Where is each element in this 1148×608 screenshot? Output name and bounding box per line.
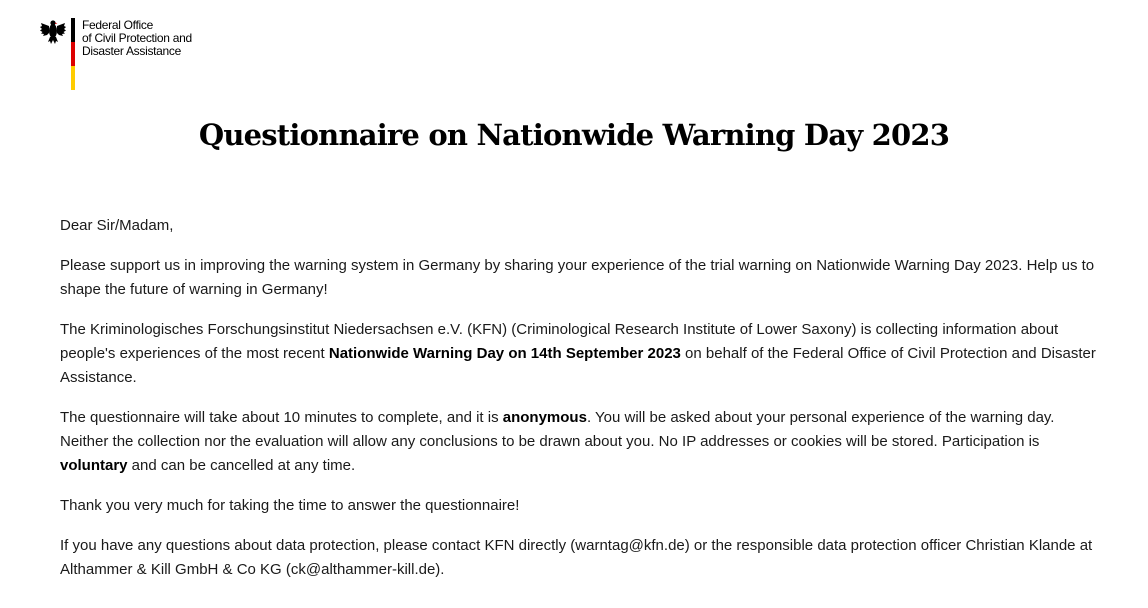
warning-day-date: Nationwide Warning Day on 14th September 2023 — [328, 345, 681, 362]
page-title: Questionnaire on Nationwide Warning Day 2023 — [198, 118, 950, 152]
flag-stripe-black — [71, 18, 75, 42]
anonymity-text-after: and can be cancelled at any time. — [127, 457, 356, 474]
flag-stripe-red — [71, 42, 75, 66]
bbk-logo — [40, 18, 192, 90]
intro-content — [60, 214, 1104, 598]
kfn-text-after: on behalf of the Federal Office of Civil Protection and Disaster Assistance. — [60, 345, 1096, 386]
logo-line-2: of Civil Protection and — [82, 31, 192, 45]
logo-text — [82, 18, 192, 58]
logo-line-3: Disaster Assistance — [82, 44, 182, 58]
voluntary-emphasis: voluntary — [60, 457, 128, 474]
logo-line-1: Federal Office — [82, 18, 153, 32]
intro-paragraph-support: Please support us in improving the warning system in Germany by sharing your experience of the trial warning on Nationwide Warning Day 2023. Help us to shape the future of warning in Germany! — [60, 257, 1095, 298]
federal-eagle-icon — [40, 18, 66, 46]
intro-paragraph-data-protection: If you have any questions about data protection, please contact KFN directly (warntag@kfn.de) or the responsible data protection officer Christian Klande at Althammer & Kill GmbH & Co KG (ck@althammer-kill.de). — [60, 537, 1093, 578]
greeting: Dear Sir/Madam, — [60, 217, 174, 234]
anonymity-text-before: The questionnaire will take about 10 minutes to complete, and it is — [60, 409, 503, 426]
flag-stripe-gold — [71, 66, 75, 90]
intro-paragraph-thanks: Thank you very much for taking the time to answer the questionnaire! — [60, 497, 520, 514]
anonymous-emphasis: anonymous — [502, 409, 587, 426]
intro-paragraph-kfn — [60, 318, 1104, 390]
intro-paragraph-anonymity — [60, 406, 1104, 478]
german-flag-bar — [71, 18, 75, 90]
kfn-text-before: The Kriminologisches Forschungsinstitut Niedersachsen e.V. (KFN) (Criminological Research Institute of Lower Saxony) is collecting information about people's experiences of the most recent — [60, 321, 1059, 362]
anonymity-text-middle: . You will be asked about your personal experience of the warning day. Neither the collection nor the evaluation will allow any conclusions to be drawn about you. No IP addresses or cookies will be stored. Participation is — [60, 409, 1055, 450]
